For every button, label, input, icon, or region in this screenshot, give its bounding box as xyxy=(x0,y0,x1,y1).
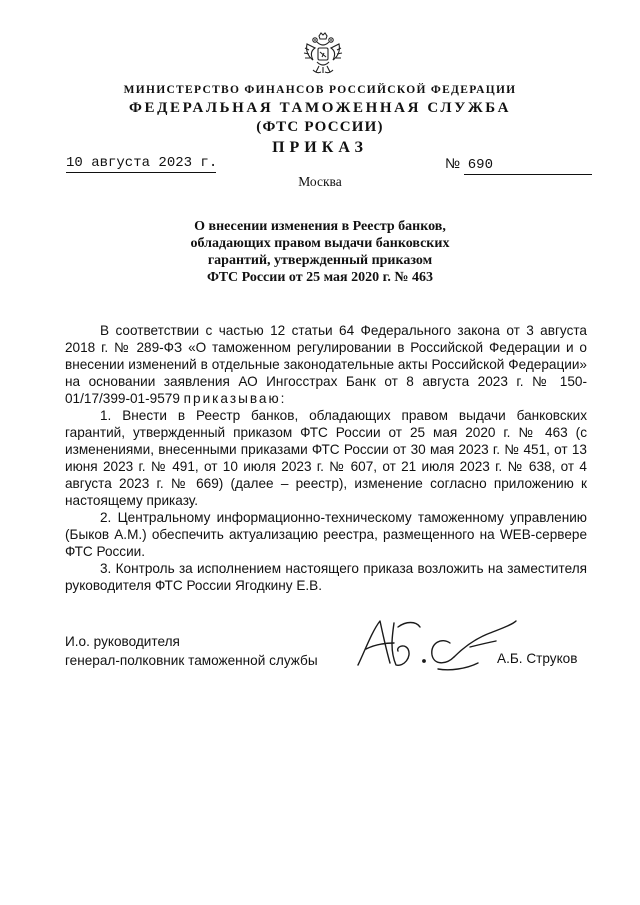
service-abbreviation: (ФТС РОССИИ) xyxy=(256,119,384,135)
rank-line: генерал-полковник таможенной службы xyxy=(65,653,318,668)
city: Москва xyxy=(298,174,342,189)
position-line: И.о. руководителя xyxy=(65,634,180,649)
document-type: ПРИКАЗ xyxy=(272,139,368,156)
signatory-position xyxy=(65,632,318,670)
number-sign: № xyxy=(445,155,461,171)
order-subject xyxy=(120,218,520,286)
coat-of-arms-icon xyxy=(303,30,343,78)
order-number: 690 xyxy=(464,157,592,175)
preamble-text: В соответствии с частью 12 статьи 64 Федерального закона от 3 августа 2018 г. № 289-ФЗ «О таможенном регулировании в Российской Федерации и о внесении изменений в отдельные законодательные акты Российской Федерации» на основании заявления АО Ингосстрах Банк от 8 августа 2023 г. № 150-01/17/399-01-9579 xyxy=(65,323,587,406)
order-item-2: 2. Центральному информационно-техническому таможенному управлению (Быков А.М.) обеспечить актуализацию реестра, размещенного на WEB-сервере ФТС России. xyxy=(65,510,587,559)
ministry-name: МИНИСТЕРСТВО ФИНАНСОВ РОССИЙСКОЙ ФЕДЕРАЦИИ xyxy=(123,84,517,96)
signer-name: А.Б. Струков xyxy=(497,651,578,666)
order-item-3: 3. Контроль за исполнением настоящего приказа возложить на заместителя руководителя ФТС России Ягодкину Е.В. xyxy=(65,561,587,593)
order-word: приказываю: xyxy=(183,391,287,406)
order-item-1: 1. Внести в Реестр банков, обладающих правом выдачи банковских гарантий, утвержденный приказом ФТС России от 25 мая 2020 г. № 463 (с изменениями, внесенными приказами ФТС России от 30 мая 2023 г. № 451, от 13 июня 2023 г. № 491, от 10 июля 2023 г. № 607, от 21 июля 2023 г. № 638, от 4 августа 2023 г. № 669) (далее – реестр), изменение согласно приложению к настоящему приказу. xyxy=(65,408,587,508)
order-number-field xyxy=(445,155,592,175)
preamble-paragraph xyxy=(65,322,587,407)
subject-line: обладающих правом выдачи банковских xyxy=(190,236,450,251)
handwritten-signature-icon xyxy=(350,613,520,677)
service-name: ФЕДЕРАЛЬНАЯ ТАМОЖЕННАЯ СЛУЖБА xyxy=(128,100,512,116)
subject-line: ФТС России от 25 мая 2020 г. № 463 xyxy=(207,270,433,285)
subject-line: О внесении изменения в Реестр банков, xyxy=(194,219,446,234)
order-body xyxy=(65,322,587,594)
order-date: 10 августа 2023 г. xyxy=(66,155,218,171)
subject-line: гарантий, утвержденный приказом xyxy=(207,253,433,268)
